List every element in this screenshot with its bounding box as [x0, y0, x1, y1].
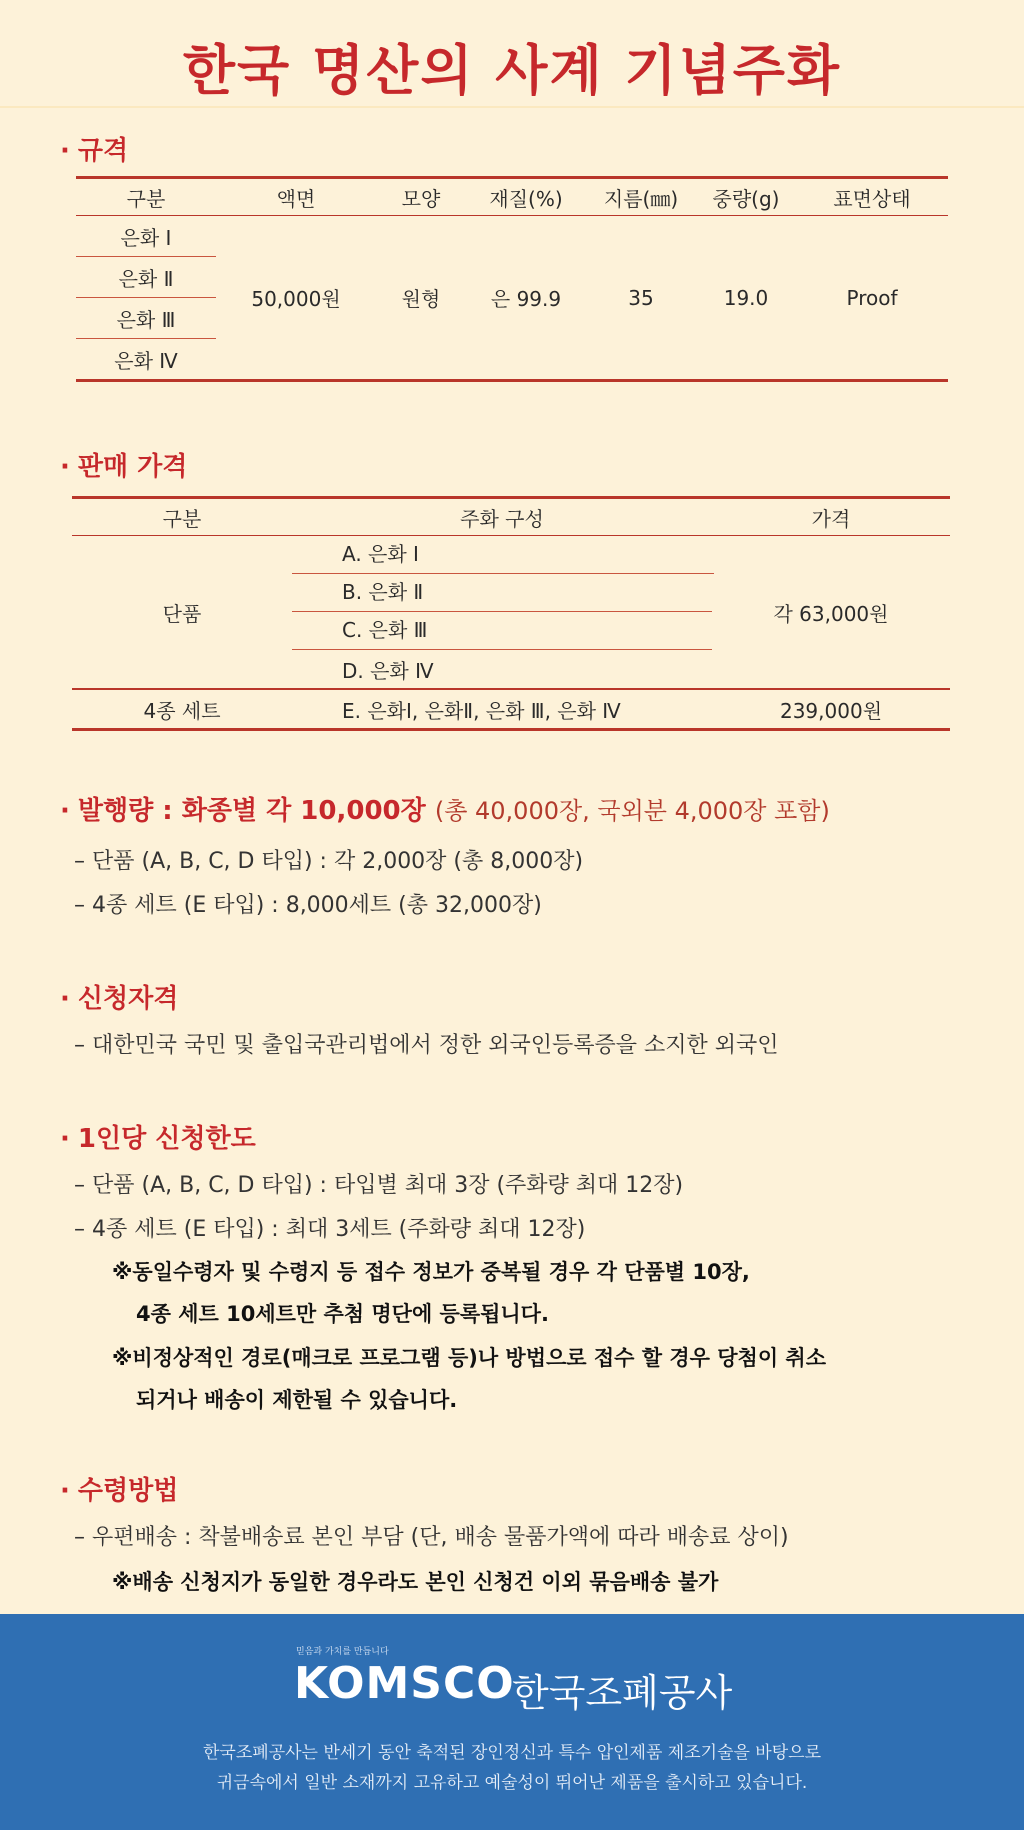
- coin-name: 은화 Ⅰ: [76, 216, 216, 257]
- footer-description: 귀금속에서 일반 소재까지 고유하고 예술성이 뛰어난 제품을 출시하고 있습니다.: [216, 1773, 808, 1793]
- material: 은 99.9: [490, 287, 562, 311]
- title-divider: [0, 106, 1024, 108]
- page-title: 한국 명산의 사계 기념주화: [182, 39, 842, 102]
- limit-line: – 4종 세트 (E 타입) : 최대 3세트 (주화량 최대 12장): [74, 1217, 586, 1242]
- spec-heading: · 규격: [60, 136, 129, 166]
- receipt-note: ※배송 신청지가 동일한 경우라도 본인 신청건 이외 묶음배송 불가: [112, 1570, 719, 1594]
- diameter: 35: [628, 285, 654, 310]
- spec-col-header: 모양: [376, 178, 466, 216]
- limit-heading-text: 1인당 신청한도: [77, 1124, 256, 1154]
- footer: [0, 1614, 1024, 1830]
- price-heading: · 판매 가격: [60, 452, 188, 482]
- eligibility-line: – 대한민국 국민 및 출입국관리법에서 정한 외국인등록증을 소지한 외국인: [74, 1033, 779, 1058]
- spec-heading-text: 규격: [77, 136, 129, 166]
- price-table: [72, 496, 950, 731]
- komsco-logo: KOMSCO: [294, 1658, 515, 1709]
- coin-name: 은화 Ⅱ: [76, 257, 216, 298]
- limit-note: 4종 세트 10세트만 추첨 명단에 등록됩니다.: [136, 1302, 549, 1326]
- shape: 원형: [401, 287, 441, 311]
- finish: Proof: [846, 285, 898, 310]
- spec-col-header: 재질(%): [466, 178, 586, 216]
- single-label: 단품: [162, 601, 202, 626]
- limit-note: ※비정상적인 경로(매크로 프로그램 등)나 방법으로 접수 할 경우 당첨이 취소: [112, 1346, 826, 1370]
- footer-description: 한국조폐공사는 반세기 동안 축적된 장인정신과 특수 압인제품 제조기술을 바탕으로: [203, 1743, 821, 1763]
- issue-line: – 단품 (A, B, C, D 타입) : 각 2,000장 (총 8,000장): [74, 849, 584, 874]
- composition-item: D. 은화 Ⅳ: [342, 658, 434, 683]
- price-col-header: 구분: [72, 498, 292, 536]
- limit-note: 되거나 배송이 제한될 수 있습니다.: [136, 1388, 458, 1412]
- eligibility-heading-text: 신청자격: [77, 984, 179, 1014]
- price-row: [72, 536, 950, 575]
- composition-item: [292, 574, 712, 612]
- spec-col-header: 표면상태: [796, 178, 948, 216]
- logo-tagline: 믿음과 가치를 만듭니다: [296, 1647, 389, 1657]
- set-price: 239,000원: [712, 689, 950, 730]
- single-price: 각 63,000원: [773, 601, 889, 626]
- spec-col-header: 액면: [216, 178, 376, 216]
- set-label: 4종 세트: [72, 689, 292, 730]
- price-row: [72, 689, 950, 730]
- face-value: 50,000원: [251, 287, 341, 311]
- eligibility-heading: · 신청자격: [60, 984, 179, 1014]
- issue-heading-text: 발행량 : 화종별 각 10,000장: [77, 796, 426, 826]
- receipt-heading: · 수령방법: [60, 1476, 179, 1506]
- limit-line: – 단품 (A, B, C, D 타입) : 타입별 최대 3장 (주화량 최대 12장): [74, 1173, 684, 1198]
- composition-text: A. 은화 Ⅰ: [292, 536, 714, 574]
- limit-heading: · 1인당 신청한도: [60, 1124, 256, 1154]
- spec-header-row: [76, 178, 948, 216]
- price-header-row: [72, 498, 950, 536]
- spec-col-header: 중량(g): [696, 178, 796, 216]
- limit-note: ※동일수령자 및 수령지 등 접수 정보가 중복될 경우 각 단품별 10장,: [112, 1260, 750, 1284]
- receipt-heading-text: 수령방법: [77, 1476, 179, 1506]
- receipt-line: – 우편배송 : 착불배송료 본인 부담 (단, 배송 물품가액에 따라 배송료 상이): [74, 1525, 789, 1550]
- spec-col-header: 구분: [76, 178, 216, 216]
- set-composition: E. 은화Ⅰ, 은화Ⅱ, 은화 Ⅲ, 은화 Ⅳ: [292, 689, 712, 730]
- composition-item: [292, 536, 712, 575]
- composition-text: C. 은화 Ⅲ: [292, 612, 712, 650]
- weight: 19.0: [723, 285, 769, 310]
- price-heading-text: 판매 가격: [77, 452, 188, 482]
- komsco-logo-korean: 한국조폐공사: [512, 1671, 733, 1715]
- coin-name: 은화 Ⅲ: [76, 298, 216, 339]
- spec-table: [76, 176, 948, 382]
- issue-line: – 4종 세트 (E 타입) : 8,000세트 (총 32,000장): [74, 893, 542, 918]
- price-col-header: 주화 구성: [292, 498, 712, 536]
- composition-text: B. 은화 Ⅱ: [292, 574, 712, 612]
- spec-row: [76, 216, 948, 257]
- issue-heading: · 발행량 : 화종별 각 10,000장 (총 40,000장, 국외분 4,000장 포함): [60, 796, 830, 826]
- composition-item: [292, 612, 712, 650]
- coin-name: 은화 Ⅳ: [114, 348, 178, 373]
- price-col-header: 가격: [712, 498, 950, 536]
- issue-heading-sub: (총 40,000장, 국외분 4,000장 포함): [434, 797, 830, 825]
- spec-col-header: 지름(㎜): [586, 178, 696, 216]
